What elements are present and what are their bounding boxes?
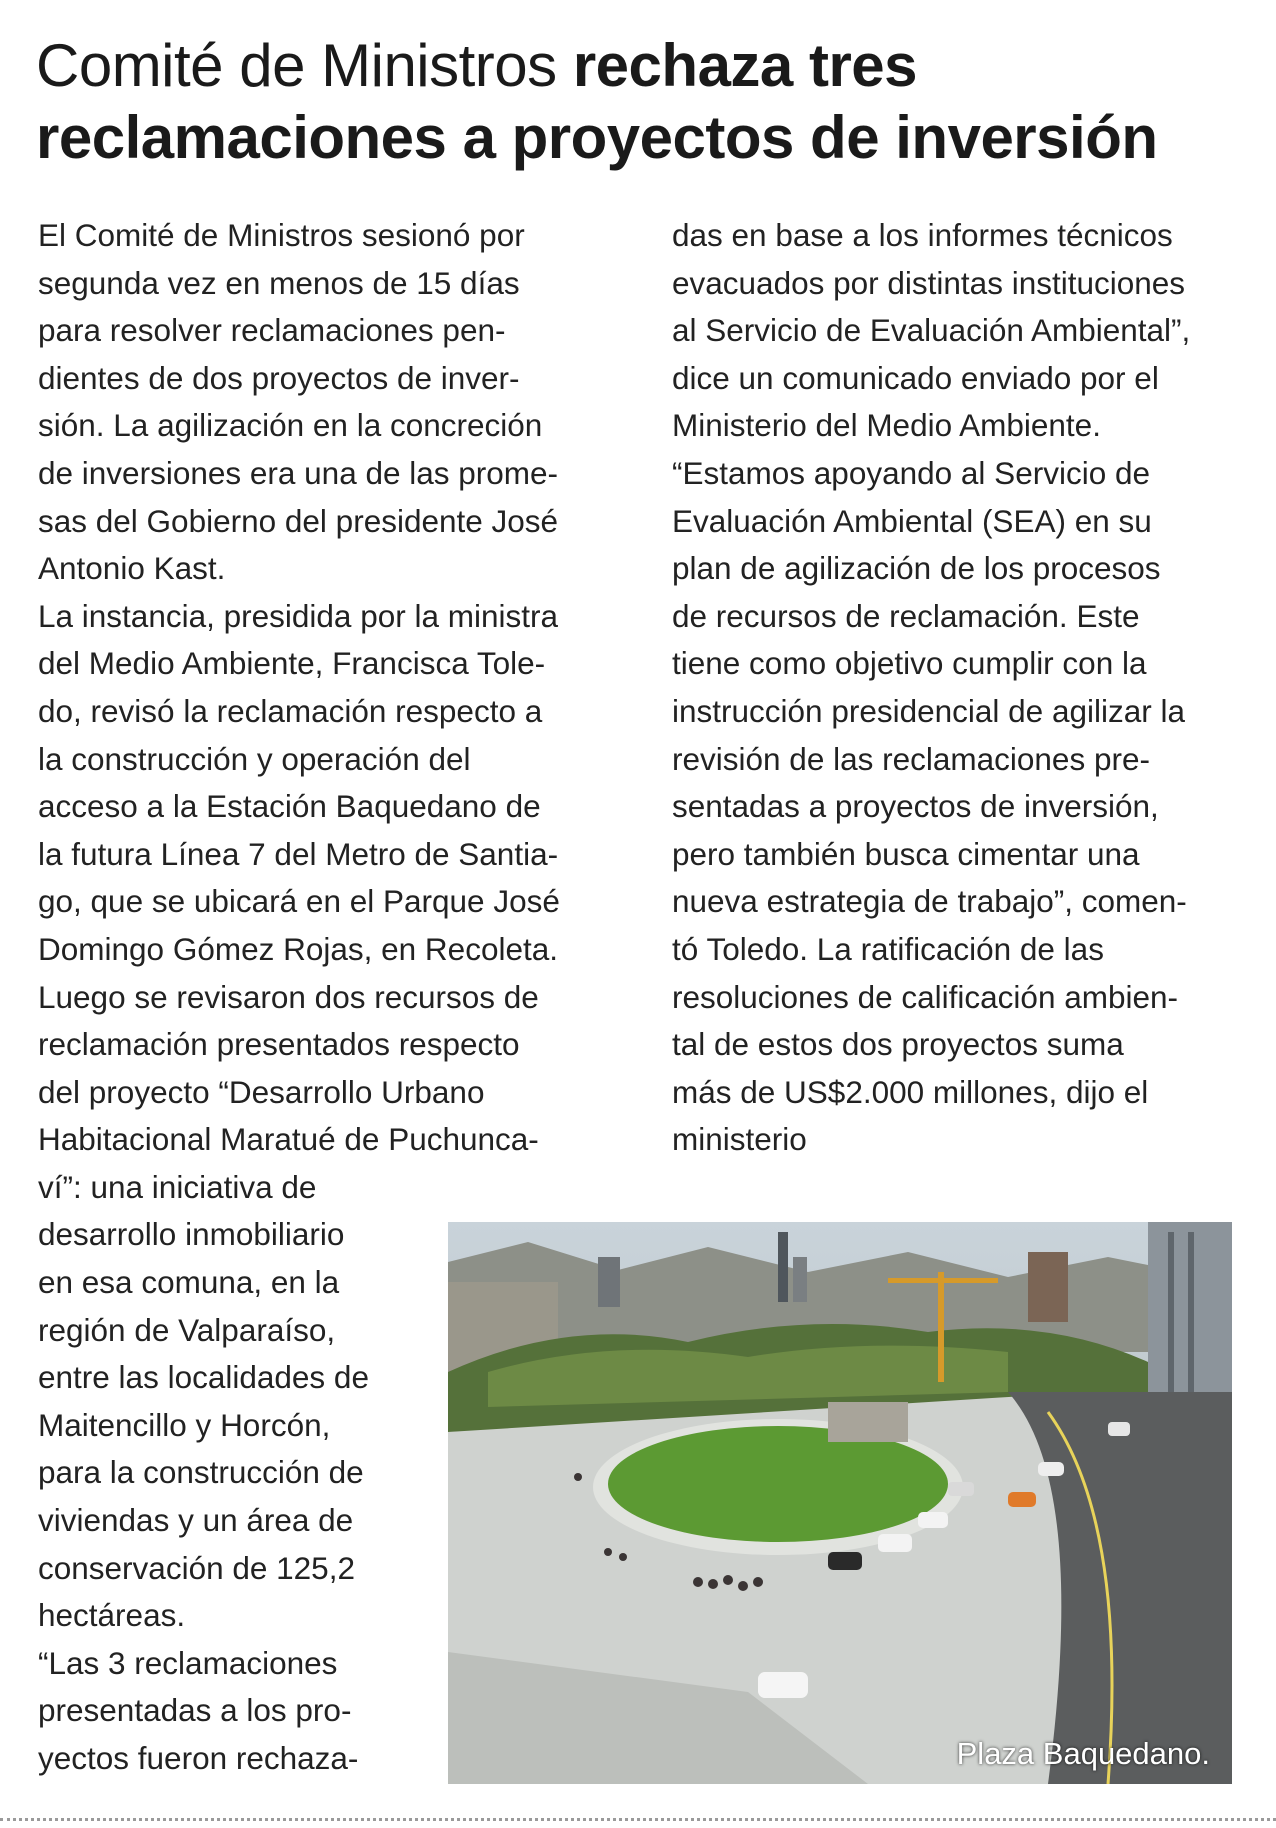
right-column-line: tó Toledo. La ratificación de las <box>672 930 1104 967</box>
right-column-line: dice un comunicado enviado por el <box>672 359 1159 396</box>
left-column-line: entre las localidades de <box>38 1359 369 1396</box>
left-column-line: “Las 3 reclamaciones <box>38 1644 338 1681</box>
left-column-line: yectos fueron rechaza- <box>38 1740 359 1776</box>
left-column-line: Luego se revisaron dos recursos de <box>38 978 539 1015</box>
left-column-line: conservación de 125,2 <box>38 1549 355 1586</box>
left-column-line: del Medio Ambiente, Francisca Tole- <box>38 645 546 682</box>
right-column-line: tal de estos dos proyectos suma <box>672 1026 1124 1063</box>
left-column-line: Maitencillo y Horcón, <box>38 1406 331 1443</box>
page-divider <box>0 1818 1276 1821</box>
left-column-line: la construcción y operación del <box>38 740 471 777</box>
left-column-line: del proyecto “Desarrollo Urbano <box>38 1073 485 1110</box>
right-column-line: instrucción presidencial de agilizar la <box>672 692 1186 729</box>
left-column-line: do, revisó la reclamación respecto a <box>38 692 543 729</box>
left-column-line: segunda vez en menos de 15 días <box>38 264 520 301</box>
left-column-line: sión. La agilización en la concreción <box>38 407 543 444</box>
photo-caption: Plaza Baquedano. <box>956 1736 1210 1771</box>
plaza-baquedano-photo <box>448 1222 1232 1784</box>
left-column-line: región de Valparaíso, <box>38 1311 336 1348</box>
left-column-line: Antonio Kast. <box>38 550 226 587</box>
left-column-line: la futura Línea 7 del Metro de Santia- <box>38 835 559 872</box>
headline-light: Comité de Ministros <box>36 32 573 99</box>
left-column-line: para resolver reclamaciones pen- <box>38 312 506 349</box>
left-column-line: para la construcción de <box>38 1454 364 1491</box>
right-column-line: tiene como objetivo cumplir con la <box>672 645 1147 682</box>
right-column-line: Evaluación Ambiental (SEA) en su <box>672 502 1152 539</box>
left-column-line: sas del Gobierno del presidente José <box>38 502 559 539</box>
left-column-line: en esa comuna, en la <box>38 1264 340 1301</box>
left-column-line: presentadas a los pro- <box>38 1692 352 1729</box>
left-column-line: viviendas y un área de <box>38 1502 354 1539</box>
left-column-line: ví”: una iniciativa de <box>38 1168 317 1205</box>
right-column-line: de recursos de reclamación. Este <box>672 597 1140 634</box>
left-column-line: La instancia, presidida por la ministra <box>38 597 559 634</box>
right-column-line: “Estamos apoyando al Servicio de <box>672 454 1151 491</box>
right-column-line: nueva estrategia de trabajo”, comen- <box>672 883 1187 920</box>
right-column-line: más de US$2.000 millones, dijo el <box>672 1073 1149 1110</box>
headline-bold: rechaza tres reclamaciones a proyectos de inversión <box>36 32 1158 171</box>
left-column-line: reclamación presentados respecto <box>38 1026 520 1063</box>
left-column-line: El Comité de Ministros sesionó por <box>38 217 525 253</box>
left-column-line: hectáreas. <box>38 1597 186 1634</box>
right-column-line: revisión de las reclamaciones pre- <box>672 740 1150 777</box>
right-column-line: al Servicio de Evaluación Ambiental”, <box>672 312 1191 349</box>
right-column-line: evacuados por distintas instituciones <box>672 264 1186 301</box>
left-column-line: dientes de dos proyectos de inver- <box>38 359 520 396</box>
left-column-line: de inversiones era una de las prome- <box>38 454 559 491</box>
left-column-line: go, que se ubicará en el Parque José <box>38 883 560 920</box>
right-column-line: Ministerio del Medio Ambiente. <box>672 407 1101 444</box>
article-headline <box>36 30 1236 174</box>
right-column-line: ministerio <box>672 1121 807 1158</box>
right-column-line: plan de agilización de los procesos <box>672 550 1161 587</box>
left-column-line: Habitacional Maratué de Puchunca- <box>38 1121 539 1158</box>
right-column-line: pero también busca cimentar una <box>672 835 1140 872</box>
right-column-line: resoluciones de calificación ambien- <box>672 978 1179 1015</box>
left-column-line: Domingo Gómez Rojas, en Recoleta. <box>38 930 558 967</box>
article-column-right <box>672 212 1252 1164</box>
right-column-line: das en base a los informes técnicos <box>672 217 1173 253</box>
right-column-line: sentadas a proyectos de inversión, <box>672 788 1159 825</box>
left-column-line: desarrollo inmobiliario <box>38 1216 345 1253</box>
left-column-line: acceso a la Estación Baquedano de <box>38 788 541 825</box>
